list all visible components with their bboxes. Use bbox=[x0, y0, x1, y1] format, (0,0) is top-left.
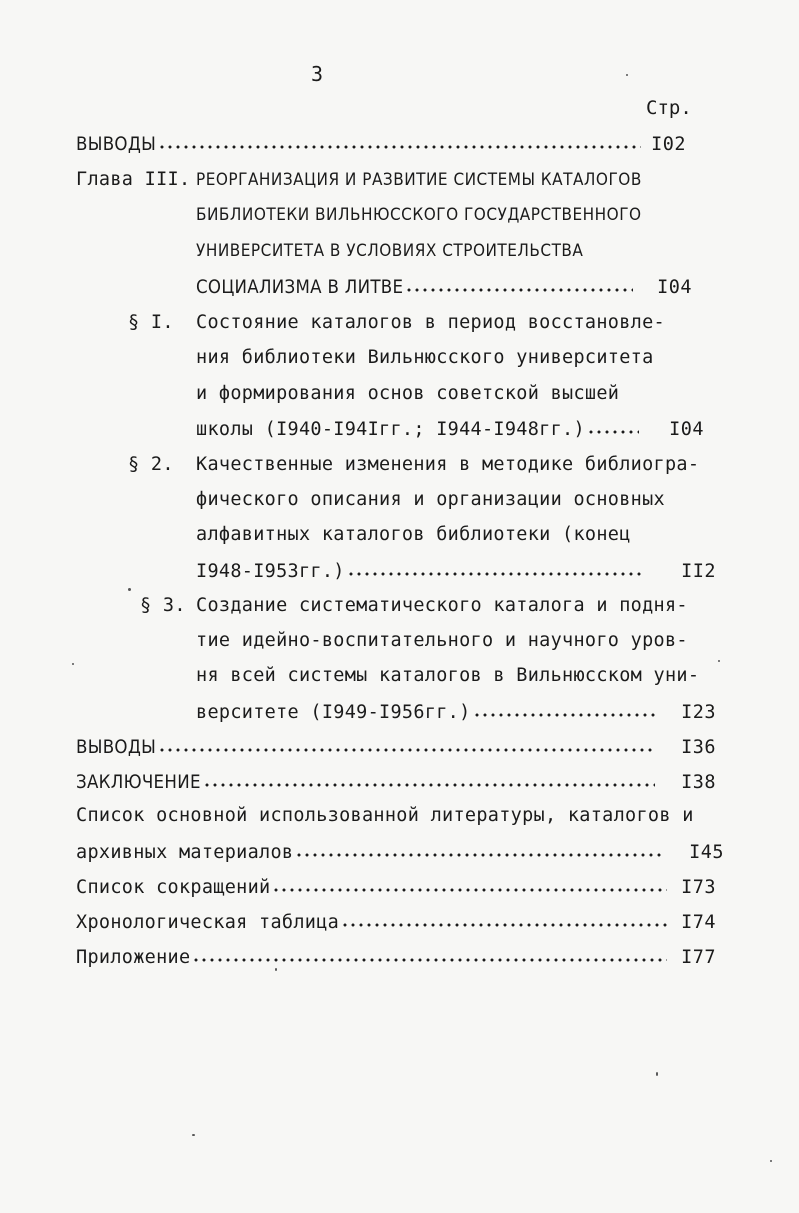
toc-entry-title: ЗАКЛЮЧЕНИЕ bbox=[76, 772, 201, 793]
leader-dots bbox=[473, 712, 656, 718]
section-title-line-2: фического описания и организации основных bbox=[196, 489, 665, 510]
toc-entry-title: Хронологическая таблица bbox=[76, 912, 340, 933]
chapter-title-line-3: УНИВЕРСИТЕТА В УСЛОВИЯХ СТРОИТЕЛЬСТВА bbox=[196, 241, 584, 261]
toc-page-number: I77 bbox=[681, 947, 716, 968]
section-title-line-3: ня всей системы каталогов в Вильнюсском уни- bbox=[196, 665, 700, 686]
toc-page-number: I04 bbox=[657, 277, 692, 298]
scan-speck bbox=[275, 968, 277, 971]
section-title-line-4: I948-I953гг.) bbox=[196, 561, 345, 582]
toc-page-number: I73 bbox=[681, 877, 716, 898]
section-title-line-1: Состояние каталогов в период восстановле- bbox=[196, 312, 665, 333]
scan-speck bbox=[770, 1160, 772, 1162]
toc-entry-bibliography-line-1: Список основной использованной литературы, каталогов и bbox=[76, 805, 694, 826]
leader-dots bbox=[347, 571, 643, 577]
toc-entry-conclusion bbox=[76, 769, 716, 793]
toc-entry-abbreviations bbox=[76, 874, 716, 898]
toc-page-number: I74 bbox=[681, 912, 716, 933]
toc-entry-section-3 bbox=[196, 699, 716, 723]
toc-entry-bibliography bbox=[76, 839, 724, 863]
leader-dots bbox=[158, 144, 641, 150]
section-title-line-2: тие идейно-воспитательного и научного уров- bbox=[196, 630, 688, 651]
scan-speck bbox=[72, 663, 74, 665]
leader-dots bbox=[405, 287, 633, 293]
toc-entry-conclusions-2 bbox=[76, 734, 716, 758]
section-title-line-1: Создание систематического каталога и подня- bbox=[196, 595, 688, 616]
toc-entry-chapter-3 bbox=[196, 274, 692, 298]
toc-entry-bibliography-line-2: архивных материалов bbox=[76, 842, 294, 863]
toc-entry-title: ВЫВОДЫ bbox=[76, 134, 157, 155]
page-number: 3 bbox=[311, 62, 324, 86]
toc-page-number: I45 bbox=[689, 842, 724, 863]
toc-entry-appendix bbox=[76, 944, 716, 968]
section-title-line-2: ния библиотеки Вильнюсского университета bbox=[196, 347, 654, 368]
chapter-title-line-2: БИБЛИОТЕКИ ВИЛЬНЮССКОГО ГОСУДАРСТВЕННОГО bbox=[196, 205, 642, 225]
toc-entry-title: Список сокращений bbox=[76, 877, 271, 898]
toc-page-number: I38 bbox=[681, 772, 716, 793]
section-title-line-3: и формирования основ советской высшей bbox=[196, 383, 620, 404]
toc-page-number: II2 bbox=[681, 561, 716, 582]
leader-dots bbox=[587, 429, 639, 435]
leader-dots bbox=[341, 922, 667, 928]
chapter-title-line-1: РЕОРГАНИЗАЦИЯ И РАЗВИТИЕ СИСТЕМЫ КАТАЛОГОВ bbox=[196, 170, 642, 190]
toc-page-number: I02 bbox=[651, 134, 686, 155]
section-title-line-1: Качественные изменения в методике библиогра- bbox=[196, 454, 700, 475]
chapter-title-line-4: СОЦИАЛИЗМА В ЛИТВЕ bbox=[196, 277, 404, 298]
toc-entry-conclusions-1 bbox=[76, 131, 686, 155]
scan-speck bbox=[656, 1072, 658, 1076]
toc-entry-section-2 bbox=[196, 558, 716, 582]
toc-page-number: I23 bbox=[681, 702, 716, 723]
toc-entry-section-1 bbox=[196, 416, 704, 440]
leader-dots bbox=[203, 782, 655, 788]
section-number: § I. bbox=[128, 312, 174, 333]
section-title-line-4: школы (I940-I94Iгг.; I944-I948гг.) bbox=[196, 419, 585, 440]
scan-speck bbox=[128, 588, 131, 591]
toc-page-number: I36 bbox=[681, 737, 716, 758]
scan-speck bbox=[192, 1134, 195, 1136]
section-number: § 2. bbox=[128, 454, 174, 475]
toc-entry-title: ВЫВОДЫ bbox=[76, 737, 157, 758]
toc-entry-title: Приложение bbox=[76, 947, 191, 968]
toc-page-number: I04 bbox=[669, 419, 704, 440]
leader-dots bbox=[272, 887, 667, 893]
toc-entry-chronology bbox=[76, 909, 716, 933]
scan-speck bbox=[718, 660, 720, 662]
chapter-prefix: Глава III. bbox=[76, 169, 191, 190]
section-title-line-4: верситете (I949-I956гг.) bbox=[196, 702, 471, 723]
section-title-line-3: алфавитных каталогов библиотеки (конец bbox=[196, 524, 631, 545]
scan-speck bbox=[626, 74, 628, 76]
page-column-label: Стр. bbox=[646, 97, 692, 119]
section-number: § 3. bbox=[140, 595, 186, 616]
leader-dots bbox=[158, 747, 655, 753]
leader-dots bbox=[295, 852, 665, 858]
leader-dots bbox=[192, 957, 667, 963]
